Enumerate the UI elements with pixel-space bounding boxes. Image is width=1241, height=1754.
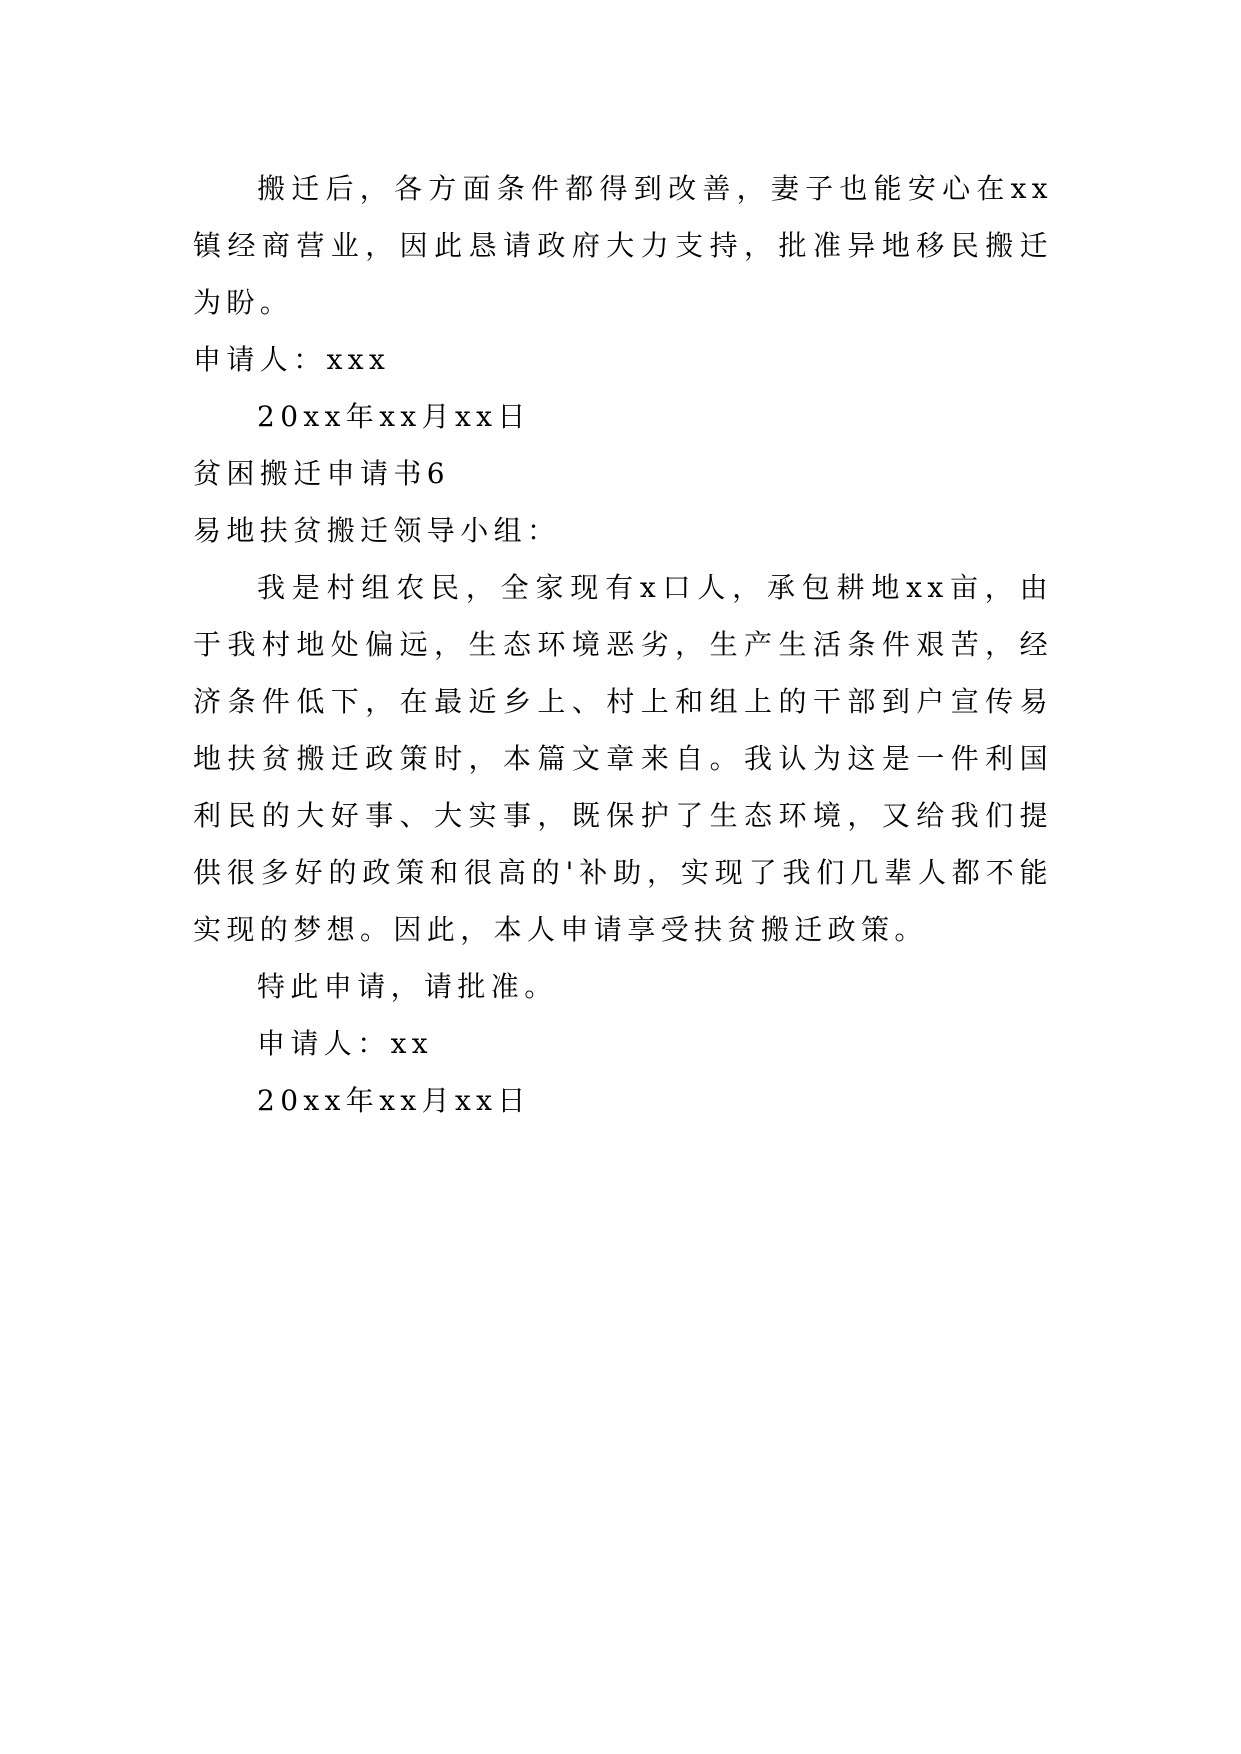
applicant-signature: 申请人：xxx [193,343,391,376]
body-paragraph: 搬迁后，各方面条件都得到改善，妻子也能安心在xx镇经商营业，因此恳请政府大力支持，批准异地移民搬迁为盼。 [193,172,1053,319]
closing-line: 特此申请，请批准。 [257,970,558,1003]
body-paragraph: 我是村组农民，全家现有x口人，承包耕地xx亩，由于我村地处偏远，生态环境恶劣，生产生活条件艰苦，经济条件低下，在最近乡上、村上和组上的干部到户宣传易地扶贫搬迁政策时，本篇文章来自。我认为这是一件利国利民的大好事、大实事，既保护了生态环境，又给我们提供很多好的政策和很高的'补助，实现了我们几辈人都不能实现的梦想。因此，本人申请享受扶贫搬迁政策。 [193,571,1053,946]
application-date: 20xx年xx月xx日 [257,400,531,433]
application-date: 20xx年xx月xx日 [257,1084,531,1117]
applicant-signature: 申请人：xx [257,1027,433,1060]
salutation: 易地扶贫搬迁领导小组： [193,514,561,547]
document-body [193,160,1053,1129]
section-title: 贫困搬迁申请书6 [193,457,451,490]
